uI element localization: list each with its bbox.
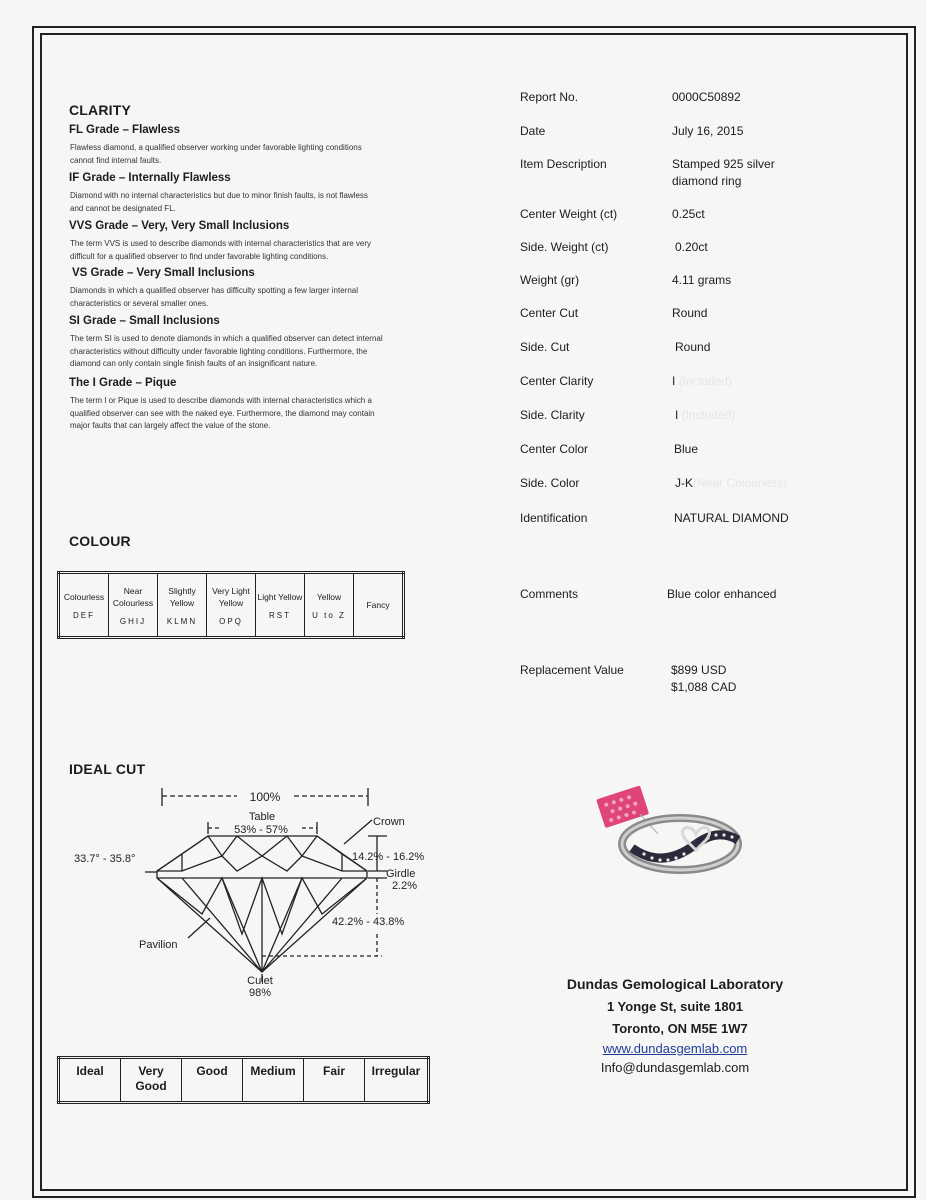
table-label: Table [248,811,276,823]
colour-cell-slightly-yellow: Slightly Yellow KLMN [158,573,207,638]
side-color-label: Side. Color [520,476,580,490]
crown-height-label: 14.2% - 16.2% [352,851,425,863]
culet-pct-label: 98% [248,987,272,999]
colour-cell-colourless: Colourless DEF [59,573,109,638]
culet-label: Culet [247,975,273,987]
date-label: Date [520,124,546,138]
cut-grade-irregular: Irregular [365,1058,429,1103]
center-color-value: Blue [674,442,699,456]
ring-photo [592,778,762,888]
colour-cell-yellow: Yellow U to Z [305,573,354,638]
table-range-label: 53% - 57% [234,824,288,836]
center-clarity-label: Center Clarity [520,374,594,388]
grade-vs-description: Diamonds in which a qualified observer has difficulty spotting a few larger internal characteristics or several smaller ones. [70,286,359,308]
item-description-label: Item Description [520,157,607,171]
side-cut-value: Round [675,340,711,354]
identification-label: Identification [520,511,588,525]
cut-grade-table [57,1056,430,1104]
side-clarity-value: I (Included) [675,408,736,422]
side-cut-label: Side. Cut [520,340,570,354]
lab-email[interactable]: Info@dundasgemlab.com [600,1060,750,1075]
crown-angle-label: 33.7° - 35.8° [74,853,136,865]
pavilion-label: Pavilion [139,939,178,951]
side-color-value: J-K(Near Colourless) [675,476,788,490]
replacement-value-label: Replacement Value [520,663,624,677]
colour-cell-light-yellow: Light Yellow RST [256,573,305,638]
replacement-value: $899 USD $1,088 CAD [671,663,737,694]
weight-value: 4.11 grams [672,273,732,287]
ideal-cut-title: IDEAL CUT [69,761,146,777]
weight-label: Weight (gr) [520,273,580,287]
center-weight-label: Center Weight (ct) [520,207,618,221]
item-description-value: Stamped 925 silver diamond ring [672,157,775,188]
lab-address-line2: Toronto, ON M5E 1W7 [612,1021,748,1036]
side-weight-label: Side. Weight (ct) [520,240,609,254]
colour-cell-very-light-yellow: Very Light Yellow OPQ [207,573,256,638]
report-no-value: 0000C50892 [672,90,741,104]
diamond-proportions-diagram [62,784,442,999]
cut-grade-fair: Fair [304,1058,365,1103]
colour-title: COLOUR [69,533,131,549]
center-cut-value: Round [672,306,708,320]
colour-cell-fancy: Fancy [354,573,404,638]
center-color-label: Center Color [520,442,589,456]
pavilion-depth-label: 42.2% - 43.8% [332,916,405,928]
lab-name: Dundas Gemological Laboratory [566,976,784,992]
clarity-title: CLARITY [69,102,132,118]
grade-fl-description: Flawless diamond, a qualified observer working under favorable lighting conditions cannot find internal faults. [70,143,362,165]
grade-si-heading: SI Grade – Small Inclusions [69,315,220,327]
comments-value: Blue color enhanced [667,587,777,601]
grade-i-description: The term I or Pique is used to describe diamonds with internal characteristics which a qualified observer can see with the naked eye. Furthermore, the diamond may contain major faults that can largely affect the value of the stone. [70,396,375,430]
center-weight-value: 0.25ct [672,207,705,221]
crown-label: Crown [373,816,405,828]
grade-if-heading: IF Grade – Internally Flawless [69,172,231,184]
grade-vvs-heading: VVS Grade – Very, Very Small Inclusions [69,220,290,232]
colour-cell-near-colourless: Near Colourless GHIJ [109,573,158,638]
girdle-pct-label: 2.2% [392,880,418,892]
colour-scale-table [57,571,405,639]
center-cut-label: Center Cut [520,306,579,320]
cut-grade-very-good: Very Good [121,1058,182,1103]
center-clarity-value: I (Included) [672,374,733,388]
report-no-label: Report No. [520,90,579,104]
date-value: July 16, 2015 [672,124,744,138]
grade-vvs-description: The term VVS is used to describe diamonds with internal characteristics that are very difficult for a qualified observer to find under favorable lighting conditions. [70,239,372,261]
lab-address-line1: 1 Yonge St, suite 1801 [606,999,744,1014]
grade-si-description: The term SI is used to denote diamonds in which a qualified observer can detect internal characteristics without difficulty under favorable lighting conditions. Furthermore, the diamond can only contain single finish faults of an insignificant nature. [70,334,383,368]
comments-label: Comments [520,587,579,601]
total-width-label: 100% [249,790,281,804]
cut-grade-medium: Medium [243,1058,304,1103]
grade-vs-heading: VS Grade – Very Small Inclusions [72,267,255,279]
side-weight-value: 0.20ct [675,240,708,254]
identification-value: NATURAL DIAMOND [674,511,789,525]
grade-fl-heading: FL Grade – Flawless [69,124,181,136]
grade-if-description: Diamond with no internal characteristics but due to minor finish faults, is not flawless and cannot be designated FL. [70,191,368,213]
cut-grade-ideal: Ideal [59,1058,121,1103]
grade-i-heading: The I Grade – Pique [69,377,177,389]
girdle-label: Girdle [386,868,416,880]
side-clarity-label: Side. Clarity [520,408,585,422]
lab-website-link[interactable]: www.dundasgemlab.com [602,1041,748,1056]
cut-grade-good: Good [182,1058,243,1103]
